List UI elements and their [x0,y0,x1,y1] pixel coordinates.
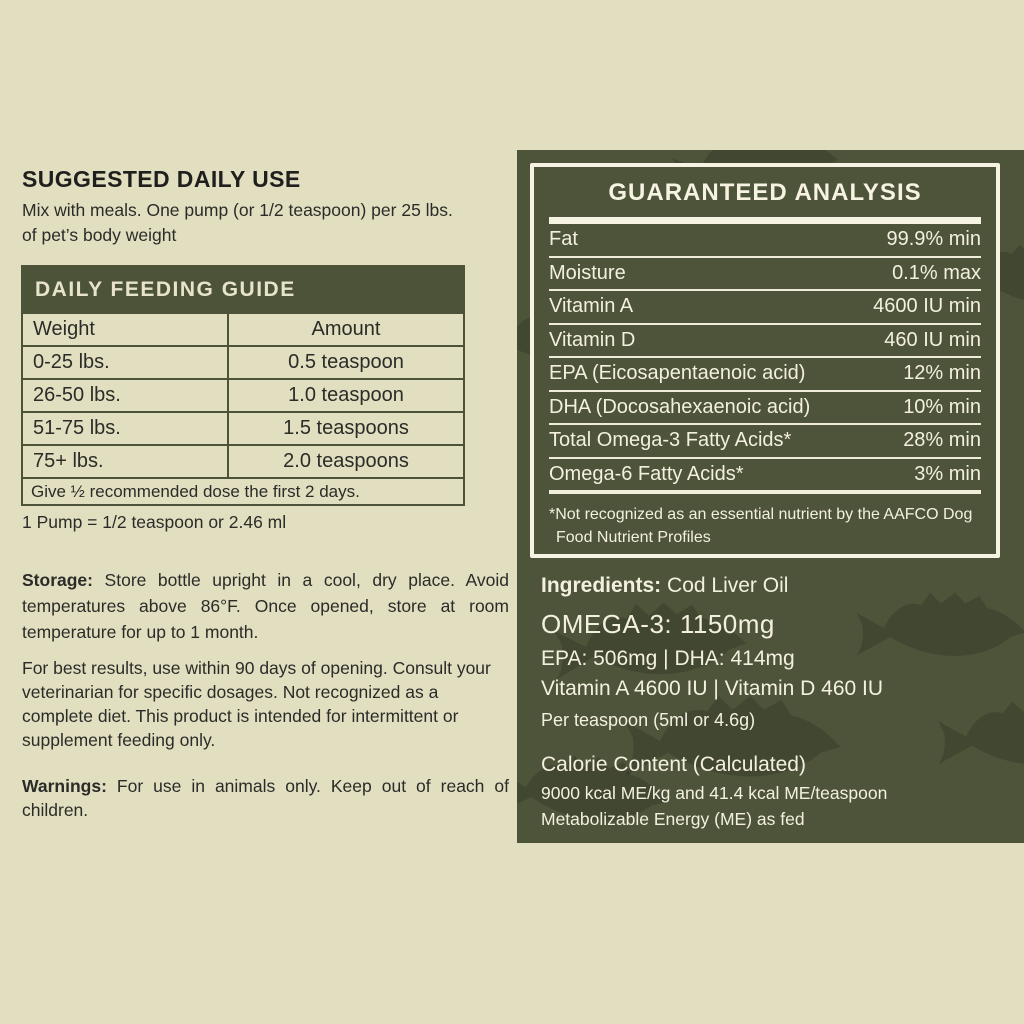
feeding-weight-cell: 26-50 lbs. [23,380,227,411]
analysis-row [549,258,981,292]
feeding-guide-grid [23,312,463,504]
column-header-amount: Amount [229,314,463,345]
aafco-footnote [549,503,981,549]
analysis-rows [549,224,981,494]
nutrient-value: 28% min [903,429,981,452]
nutrient-value: 3% min [914,462,981,485]
nutrient-value: 10% min [903,395,981,418]
warnings-paragraph [22,774,509,822]
feeding-weight-cell: 51-75 lbs. [23,413,227,444]
analysis-row [549,392,981,426]
fish-watermark-icon [545,593,759,691]
fish-watermark-icon [850,588,1024,665]
nutrient-value: 0.1% max [892,261,981,284]
feeding-amount-cell: 1.0 teaspoon [229,380,463,411]
guaranteed-analysis-panel [517,150,1024,843]
aafco-footnote-line-2: Food Nutrient Profiles [556,529,711,546]
best-results-paragraph: For best results, use within 90 days of opening. Consult your veterinarian for specific dosages. Not recognized as a complete diet. This product is intended for intermittent or supplement feeding only. [22,658,491,750]
calorie-line-1: 9000 kcal ME/kg and 41.4 kcal ME/teaspoon [541,783,888,803]
title-divider-bar [549,217,981,224]
usage-line-2: of pet’s body weight [22,225,177,245]
column-header-weight: Weight [23,314,227,345]
analysis-row [549,325,981,359]
nutrient-value: 12% min [903,362,981,385]
nutrient-value: 4600 IU min [873,295,981,318]
feeding-guide-footnote: Give ½ recommended dose the first 2 days. [23,479,463,504]
analysis-row [549,224,981,258]
storage-text: Store bottle upright in a cool, dry place. Avoid temperatures above 86°F. Once opened, store at room temperature for up to 1 month. [22,570,509,642]
nutrient-name: Total Omega-3 Fatty Acids* [549,429,792,452]
ingredients-value: Cod Liver Oil [667,574,789,597]
nutrient-name: Omega-6 Fatty Acids* [549,462,744,485]
feeding-weight-cell: 75+ lbs. [23,446,227,477]
nutrient-value: 99.9% min [886,228,981,251]
feeding-amount-cell: 1.5 teaspoons [229,413,463,444]
nutrient-name: Moisture [549,261,626,284]
feeding-amount-cell: 2.0 teaspoons [229,446,463,477]
feeding-guide-title: DAILY FEEDING GUIDE [23,267,463,312]
guaranteed-analysis-box [530,163,1000,558]
ingredients-label: Ingredients: [541,574,662,597]
nutrient-name: DHA (Docosahexaenoic acid) [549,395,811,418]
aafco-footnote-line-1: *Not recognized as an essential nutrient by the AAFCO Dog [549,506,973,523]
calorie-line-2: Metabolizable Energy (ME) as fed [541,809,805,829]
analysis-row [549,425,981,459]
per-teaspoon-note: Per teaspoon (5ml or 4.6g) [541,710,756,730]
suggested-daily-use-heading: SUGGESTED DAILY USE [22,166,301,192]
storage-paragraph [22,567,509,645]
guaranteed-analysis-title: GUARANTEED ANALYSIS [608,179,922,206]
nutrient-name: Vitamin D [549,328,636,351]
vitamins-line: Vitamin A 4600 IU | Vitamin D 460 IU [541,677,884,700]
warnings-label: Warnings: [22,776,107,796]
fish-watermark-icon [932,695,1024,775]
omega3-total-line: OMEGA-3: 1150mg [541,609,775,639]
feeding-amount-cell: 0.5 teaspoon [229,347,463,378]
feeding-weight-cell: 0-25 lbs. [23,347,227,378]
nutrient-name: Vitamin A [549,295,634,318]
analysis-row [549,291,981,325]
nutrient-name: EPA (Eicosapentaenoic acid) [549,362,806,385]
epa-dha-line: EPA: 506mg | DHA: 414mg [541,647,795,670]
nutrient-name: Fat [549,228,578,251]
daily-feeding-guide-table [21,265,465,506]
pump-conversion-note: 1 Pump = 1/2 teaspoon or 2.46 ml [22,512,287,532]
analysis-row [549,358,981,392]
usage-instructions [22,198,453,248]
nutrient-value: 460 IU min [884,328,981,351]
storage-label: Storage: [22,570,93,590]
usage-line-1: Mix with meals. One pump (or 1/2 teaspoon) per 25 lbs. [22,200,453,220]
calorie-content-title: Calorie Content (Calculated) [541,753,806,776]
ingredients-line [541,574,788,598]
analysis-row [549,459,981,495]
warnings-text: For use in animals only. Keep out of reach of children. [22,776,509,820]
